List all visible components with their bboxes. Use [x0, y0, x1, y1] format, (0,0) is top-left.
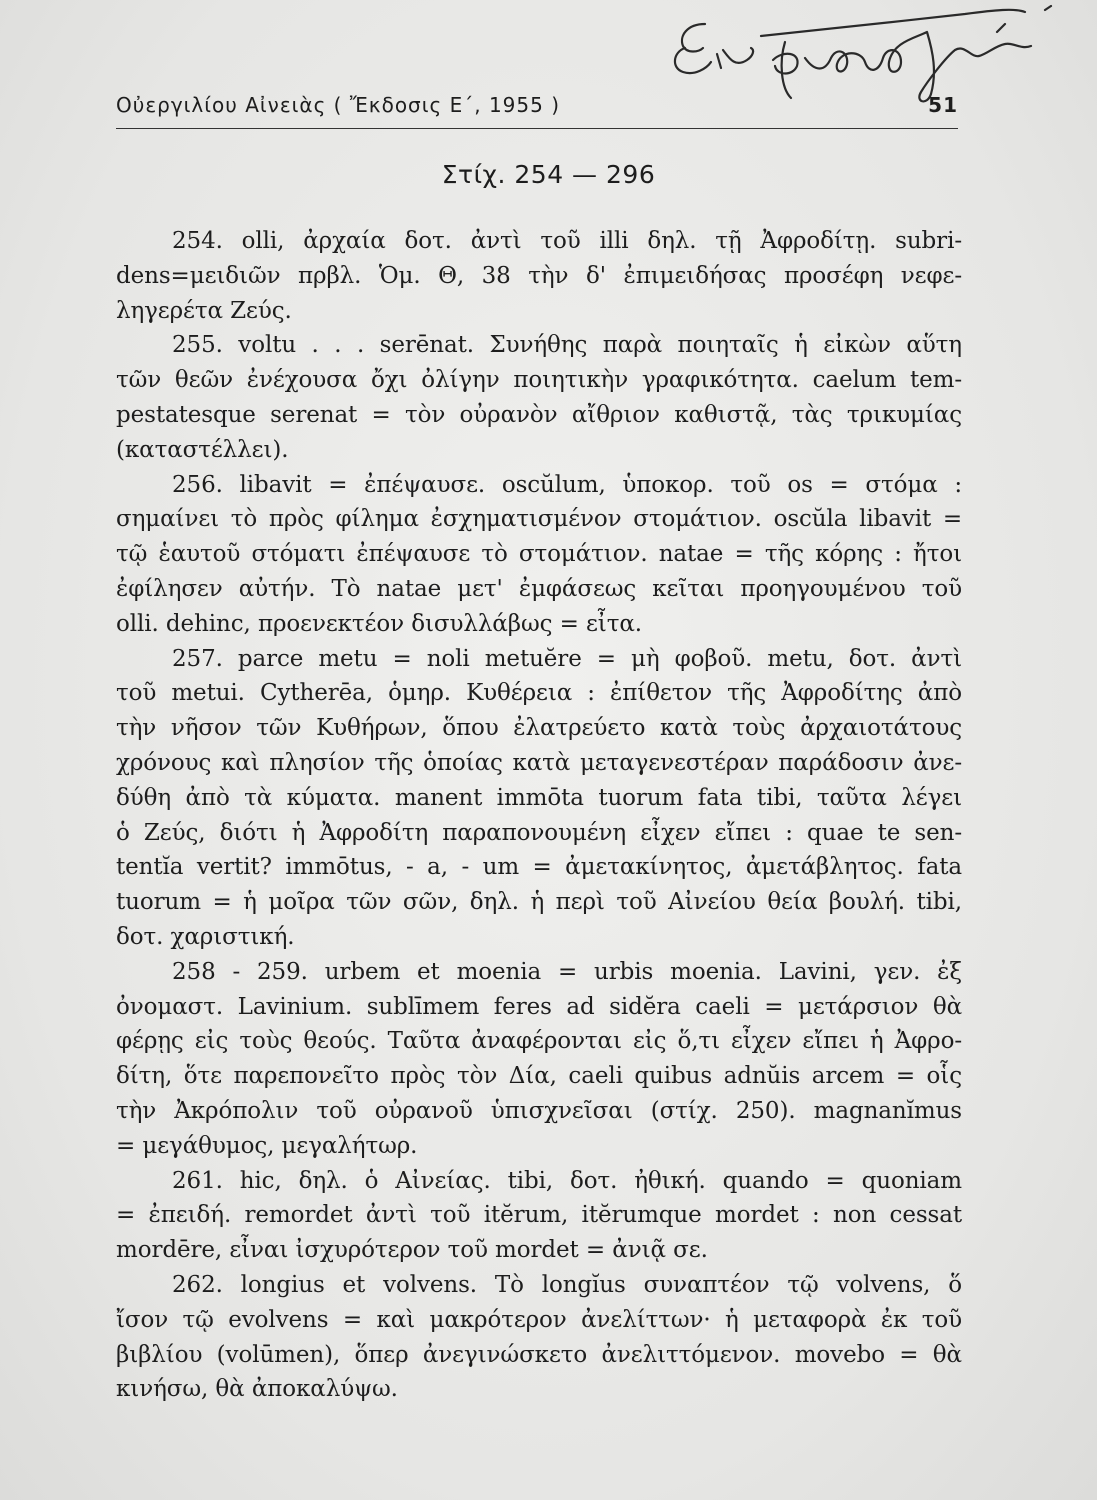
- text-line: dens=μειδιῶν πρβλ. Ὁμ. Θ, 38 τὴν δ' ἐπιμειδήσας προσέφη νεφε-: [116, 262, 962, 289]
- text-line: χρόνους καὶ πλησίον τῆς ὁποίας κατὰ μεταγενεστέραν παράδοσιν ἀνε-: [116, 749, 962, 776]
- text-line: 255. voltu . . . serēnat. Συνήθης παρὰ ποιηταῖς ἡ εἰκὼν αὕτη: [172, 332, 962, 359]
- text-line: σημαίνει τὸ πρὸς φίλημα ἐσχηματισμένον στομάτιον. oscŭla libavit =: [116, 506, 962, 533]
- text-line: 256. libavit = ἐπέψαυσε. oscŭlum, ὑποκορ. τοῦ os = στόμα :: [172, 471, 962, 498]
- text-line: κινήσω, θὰ ἀποκαλύψω.: [116, 1376, 398, 1403]
- text-line: τῷ ἑαυτοῦ στόματι ἐπέψαυσε τὸ στομάτιον. natae = τῆς κόρης : ἤτοι: [116, 541, 962, 568]
- text-line: = μεγάθυμος, μεγαλήτωρ.: [116, 1132, 418, 1159]
- text-line: ληγερέτα Ζεύς.: [116, 297, 292, 324]
- text-line: φέρῃς εἰς τοὺς θεούς. Ταῦτα ἀναφέρονται εἰς ὅ,τι εἶχεν εἴπει ἡ Ἀφρο-: [116, 1028, 962, 1055]
- text-line: 258 - 259. urbem et moenia = urbis moenia. Lavini, γεν. ἐξ: [172, 958, 962, 985]
- text-line: τὴν νῆσον τῶν Κυθήρων, ὅπου ἐλατρεύετο κατὰ τοὺς ἀρχαιοτάτους: [116, 715, 962, 742]
- text-line: τὴν Ἀκρόπολιν τοῦ οὐρανοῦ ὑπισχνεῖσαι (στίχ. 250). magnanĭmus: [116, 1097, 962, 1124]
- section-title: Στίχ. 254 — 296: [441, 160, 656, 189]
- text-line: olli. dehinc, προενεκτέον δισυλλάβως = εἶτα.: [116, 610, 642, 637]
- header-rule: [116, 128, 958, 129]
- text-line: δύθη ἀπὸ τὰ κύματα. manent immōta tuorum fata tibi, ταῦτα λέγει: [116, 784, 962, 811]
- text-line: mordēre, εἶναι ἰσχυρότερον τοῦ mordet = ἀνιᾷ σε.: [116, 1237, 708, 1264]
- text-line: τῶν θεῶν ἐνέχουσα ὄχι ὀλίγην ποιητικὴν γραφικότητα. caelum tem-: [116, 367, 962, 394]
- text-line: tuorum = ἡ μοῖρα τῶν σῶν, δηλ. ἡ περὶ τοῦ Αἰνείου θεία βουλή. tibi,: [116, 889, 962, 916]
- text-line: δοτ. χαριστική.: [116, 923, 295, 950]
- text-line: = ἐπειδή. remordet ἀντὶ τοῦ itĕrum, itĕrumque mordet : non cessat: [116, 1202, 962, 1229]
- text-line: βιβλίου (volūmen), ὅπερ ἀνεγινώσκετο ἀνελιττόμενον. movebo = θὰ: [116, 1341, 962, 1368]
- commentary-body: [116, 224, 962, 1407]
- text-line: 257. parce metu = noli metuĕre = μὴ φοβοῦ. metu, δοτ. ἀντὶ: [172, 645, 962, 672]
- text-line: τοῦ metui. Cytherēa, ὁμηρ. Κυθέρεια : ἐπίθετον τῆς Ἀφροδίτης ἀπὸ: [116, 680, 962, 707]
- text-line: pestatesque serenat = τὸν οὐρανὸν αἴθριον καθιστᾷ, τὰς τρικυμίας: [116, 401, 962, 428]
- text-line: ὁ Ζεύς, διότι ἡ Ἀφροδίτη παραπονουμένη εἶχεν εἴπει : quae te sen-: [116, 819, 962, 846]
- running-title: Οὐεργιλίου Αἰνειὰς ( Ἔκδοσις Ε΄, 1955 ): [116, 93, 561, 117]
- text-line: δίτη, ὅτε παρεπονεῖτο πρὸς τὸν Δία, caeli quibus adnŭis arcem = οἷς: [116, 1063, 962, 1090]
- text-line: 254. olli, ἀρχαία δοτ. ἀντὶ τοῦ illi δηλ. τῇ Ἀφροδίτῃ. subri-: [172, 228, 962, 254]
- text-line: 262. longius et volvens. Τὸ longĭus συναπτέον τῷ volvens, ὅ: [172, 1271, 962, 1298]
- text-line: ἐφίλησεν αὐτήν. Τὸ natae μετ' ἐμφάσεως κεῖται προηγουμένου τοῦ: [116, 575, 962, 602]
- text-line: (καταστέλλει).: [116, 436, 289, 463]
- page-number: 51: [928, 93, 958, 117]
- text-line: 261. hic, δηλ. ὁ Αἰνείας. tibi, δοτ. ἠθική. quando = quoniam: [172, 1167, 962, 1194]
- running-header: [116, 93, 958, 129]
- text-line: tentĭa vertit? immōtus, - a, - um = ἀμετακίνητος, ἀμετάβλητος. fata: [116, 854, 962, 881]
- text-line: ὀνομαστ. Lavinium. sublīmem feres ad sidĕra caeli = μετάρσιον θὰ: [116, 993, 962, 1020]
- text-line: ἴσον τῷ evolvens = καὶ μακρότερον ἀνελίττων· ἡ μεταφορὰ ἐκ τοῦ: [116, 1306, 962, 1333]
